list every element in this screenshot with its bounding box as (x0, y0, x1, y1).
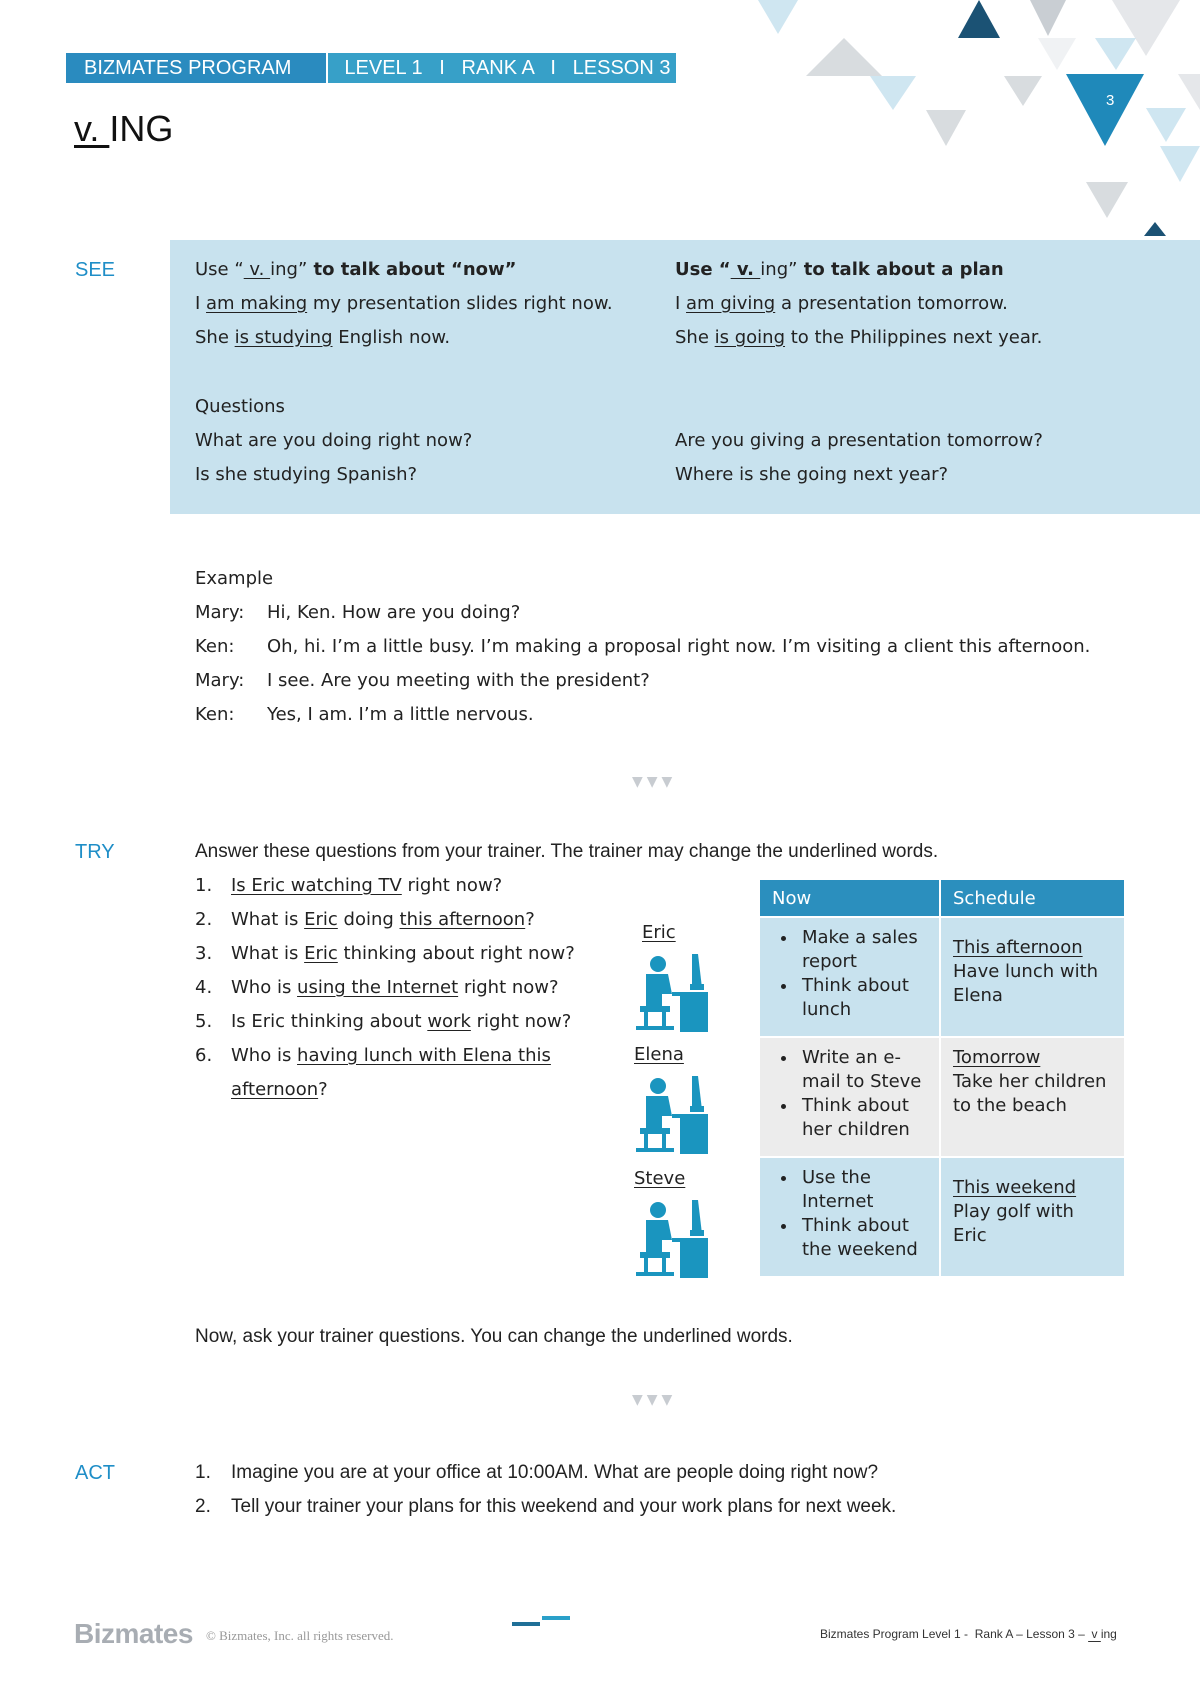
try-question-2: 2. What is Eric doing this afternoon? (195, 909, 535, 930)
schedule-cell: Tomorrow Take her children to the beach (941, 1038, 1124, 1156)
footer-lesson-info: Bizmates Program Level 1 - Rank A – Lesson 3 – v ing (820, 1627, 1117, 1641)
act-item-2: 2. Tell your trainer your plans for this weekend and your work plans for next week. (195, 1496, 897, 1517)
example-line: Ken: Oh, hi. I’m a little busy. I’m making a proposal right now. I’m visiting a client this afternoon. (195, 636, 1091, 657)
try-question-1: 1. Is Eric watching TV right now? (195, 875, 503, 896)
page-number: 3 (1106, 92, 1115, 109)
see-label: SEE (75, 259, 116, 281)
person-at-computer-icon (636, 1198, 710, 1280)
see-right-example-2: She is going to the Philippines next year. (675, 327, 1043, 348)
try-question-3: 3. What is Eric thinking about right now? (195, 943, 575, 964)
try-question-6-cont: afternoon? (231, 1079, 328, 1100)
act-label: ACT (75, 1462, 115, 1484)
schedule-table (758, 878, 1126, 1278)
table-row (760, 918, 1124, 1036)
try-instruction: Answer these questions from your trainer. The trainer may change the underlined words. (195, 841, 939, 862)
schedule-cell: This afternoon Have lunch with Elena (941, 918, 1124, 1036)
try-question-4: 4. Who is using the Internet right now? (195, 977, 559, 998)
section-divider: ▼▼▼ (632, 774, 677, 790)
now-cell: • Make a sales report • Think about lunch (760, 918, 939, 1036)
see-left-question-1: What are you doing right now? (195, 430, 473, 451)
section-divider: ▼▼▼ (632, 1392, 677, 1408)
header-now: Now (760, 880, 939, 916)
see-left-example-1: I am making my presentation slides right now. (195, 293, 613, 314)
see-left-heading: Use “ v. ing” to talk about “now” (195, 259, 517, 280)
try-label: TRY (75, 841, 115, 863)
see-right-question-2: Where is she going next year? (675, 464, 949, 485)
bizmates-logo: Bizmates (74, 1618, 193, 1649)
table-header-row (760, 880, 1124, 916)
copyright: © Bizmates, Inc. all rights reserved. (206, 1628, 394, 1643)
example-line: Ken: Yes, I am. I’m a little nervous. (195, 704, 534, 725)
schedule-cell: This weekend Play golf with Eric (941, 1158, 1124, 1276)
see-right-question-1: Are you giving a presentation tomorrow? (675, 430, 1043, 451)
example-label: Example (195, 568, 274, 589)
level-info: LEVEL 1 I RANK A I LESSON 3 (328, 53, 676, 83)
see-left-question-2: Is she studying Spanish? (195, 464, 418, 485)
footer-mark-icon (512, 1614, 572, 1630)
page-title (74, 108, 173, 150)
see-right-heading: Use “ v. ing” to talk about a plan (675, 259, 1004, 280)
try-followup: Now, ask your trainer questions. You can change the underlined words. (195, 1326, 793, 1347)
questions-label: Questions (195, 396, 285, 417)
table-row (760, 1038, 1124, 1156)
title-ing: ING (109, 108, 174, 149)
try-question-6: 6. Who is having lunch with Elena this (195, 1045, 551, 1066)
now-cell: • Write an e-mail to Steve • Think about her children (760, 1038, 939, 1156)
person-name-eric: Eric (642, 922, 676, 943)
program-label: BIZMATES PROGRAM (66, 53, 326, 83)
act-item-1: 1. Imagine you are at your office at 10:00AM. What are people doing right now? (195, 1462, 879, 1483)
see-left-example-2: She is studying English now. (195, 327, 451, 348)
example-line: Mary: I see. Are you meeting with the president? (195, 670, 650, 691)
example-line: Mary: Hi, Ken. How are you doing? (195, 602, 521, 623)
person-at-computer-icon (636, 952, 710, 1034)
header-schedule: Schedule (941, 880, 1124, 916)
try-question-5: 5. Is Eric thinking about work right now? (195, 1011, 572, 1032)
person-name-elena: Elena (634, 1044, 684, 1065)
now-cell: • Use the Internet • Think about the weekend (760, 1158, 939, 1276)
title-verb: v. (74, 108, 110, 149)
decorative-triangles (740, 0, 1200, 240)
person-name-steve: Steve (634, 1168, 686, 1189)
header-bar (66, 53, 676, 83)
table-row (760, 1158, 1124, 1276)
person-at-computer-icon (636, 1074, 710, 1156)
see-right-example-1: I am giving a presentation tomorrow. (675, 293, 1008, 314)
